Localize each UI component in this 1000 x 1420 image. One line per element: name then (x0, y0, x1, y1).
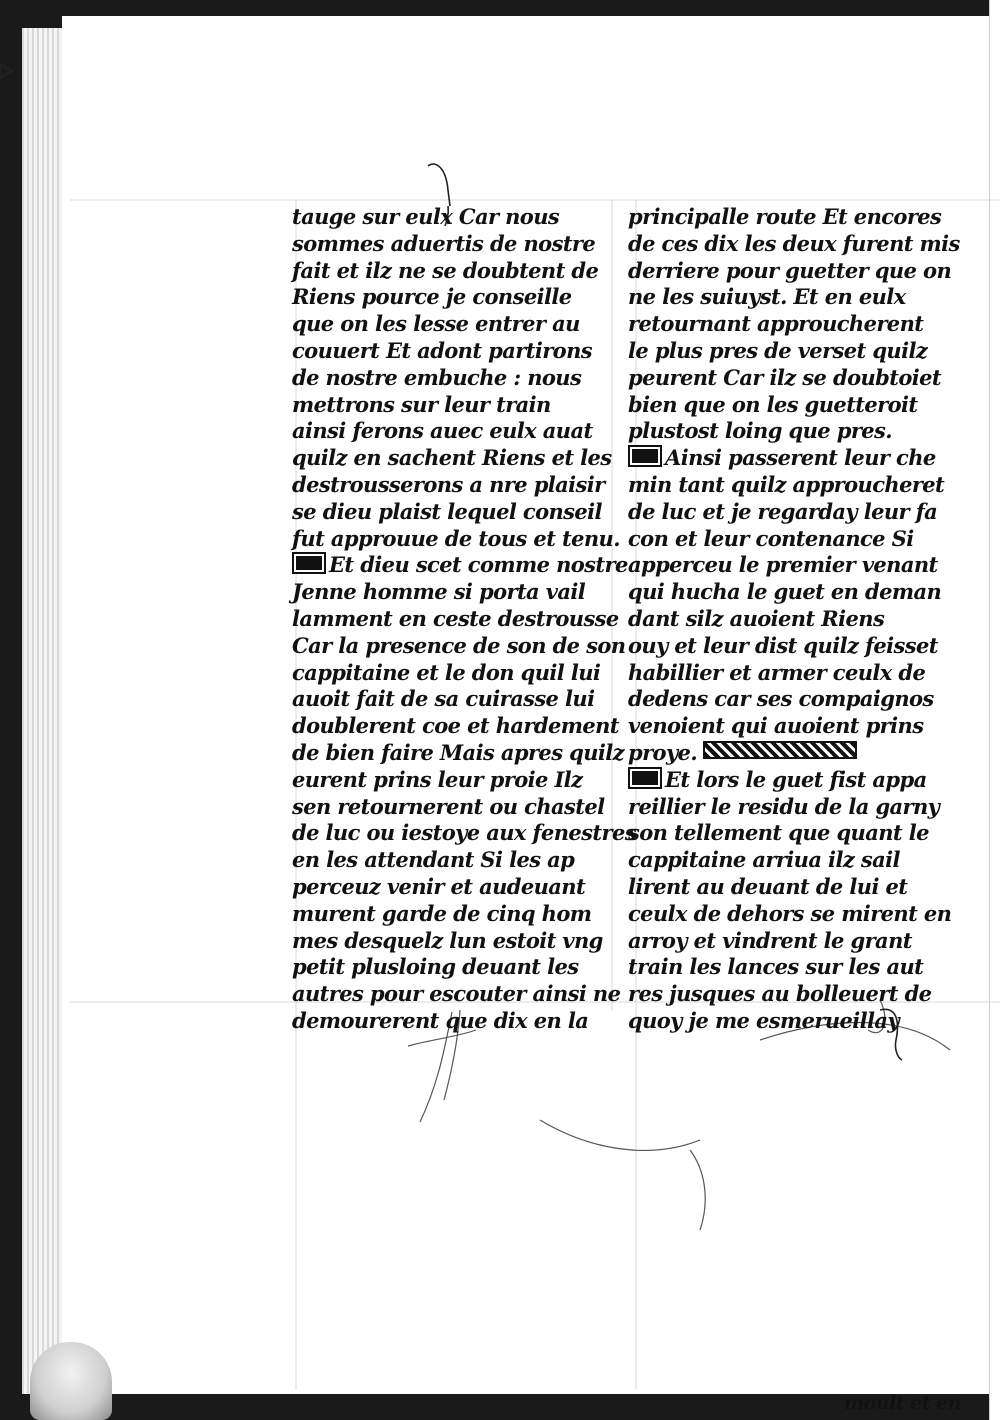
text-line: bien que on les guetteroit (628, 391, 918, 417)
text-line: dant silz auoient Riens (628, 605, 885, 631)
text-line: proye. (628, 739, 698, 765)
text-line: demourerent que dix en la (292, 1007, 589, 1033)
text-line: con et leur contenance Si (628, 525, 914, 551)
text-line: ouy et leur dist quilz feisset (628, 632, 938, 658)
decorated-initial (292, 552, 326, 574)
text-line-with-initial (628, 766, 927, 794)
text-line: Jenne homme si porta vail (292, 579, 586, 605)
text-line: lamment en ceste destrousse (292, 605, 619, 631)
text-line: de bien faire Mais apres quilz (292, 739, 624, 765)
text-line: train les lances sur les aut (628, 954, 924, 980)
text-line: en les attendant Si les ap (292, 847, 575, 873)
left-text-column (292, 204, 636, 1035)
text-line: retournant approucherent (628, 311, 924, 337)
text-line: dedens car ses compaignos (628, 686, 934, 712)
text-line-with-initial (292, 552, 628, 579)
text-line: lirent au deuant de lui et (628, 873, 908, 899)
decorated-initial (628, 767, 662, 789)
text-line: cappitaine et le don quil lui (292, 659, 601, 685)
text-line: eurent prins leur proie Ilz (292, 766, 583, 792)
text-line: que on les lesse entrer au (292, 311, 580, 337)
text-line: Et lors le guet fist appa (665, 766, 927, 792)
right-text-column (628, 204, 960, 1035)
text-line: plustost loing que pres. (628, 418, 892, 444)
text-line: mettrons sur leur train (292, 391, 551, 417)
line-filler-ornament (703, 741, 857, 759)
text-line-with-line-filler (628, 740, 918, 767)
text-line: ceulx de dehors se mirent en (628, 900, 952, 926)
photographer-thumb (30, 1342, 112, 1420)
text-line: peurent Car ilz se doubtoiet (628, 364, 941, 390)
text-line: le plus pres de verset quilz (628, 337, 928, 363)
text-line: doublerent coe et hardement (292, 713, 619, 739)
text-line: Ainsi passerent leur che (665, 445, 936, 471)
text-line: qui hucha le guet en deman (628, 579, 942, 605)
text-line: habillier et armer ceulx de (628, 659, 926, 685)
text-line: reillier le residu de la garny (628, 793, 940, 819)
text-line: tauge sur eulx Car nous (292, 204, 560, 229)
text-line: perceuz venir et audeuant (292, 873, 586, 899)
text-line: petit plusloing deuant les (292, 954, 579, 980)
text-line: arroy et vindrent le grant (628, 927, 912, 953)
text-line: Riens pource je conseille (292, 284, 572, 310)
text-line: quilz en sachent Riens et les (292, 445, 612, 471)
text-line: son tellement que quant le (628, 820, 929, 846)
text-line-with-initial (628, 445, 936, 472)
text-line: ainsi ferons auec eulx auat (292, 418, 593, 444)
text-line: derriere pour guetter que on (628, 257, 952, 283)
text-line: principalle route Et encores (628, 204, 942, 229)
text-line: Et dieu scet comme nostre (329, 552, 628, 578)
text-line: venoient qui auoient prins (628, 713, 924, 739)
text-line: fut approuue de tous et tenu. (292, 525, 620, 551)
text-line: couuert Et adont partirons (292, 337, 592, 363)
text-line: autres pour escouter ainsi ne (292, 981, 621, 1007)
text-line: min tant quilz approucheret (628, 471, 945, 497)
text-line: Car la presence de son de son (292, 632, 626, 658)
text-line: res jusques au bolleuert de (628, 981, 932, 1007)
text-line: de nostre embuche : nous (292, 364, 582, 390)
text-line: murent garde de cinq hom (292, 900, 592, 926)
catchword: moult et en (844, 1392, 962, 1414)
text-line: ne les suiuyst. Et en eulx (628, 284, 906, 310)
text-line: destrousserons a nre plaisir (292, 471, 605, 497)
text-line: apperceu le premier venant (628, 552, 938, 578)
text-line: de ces dix les deux furent mis (628, 230, 960, 256)
text-line: sen retournerent ou chastel (292, 793, 605, 819)
text-line: auoit fait de sa cuirasse lui (292, 686, 595, 712)
text-line: cappitaine arriua ilz sail (628, 847, 900, 873)
text-line: mes desquelz lun estoit vng (292, 927, 603, 953)
text-line: de luc et je regarday leur fa (628, 498, 938, 524)
text-line: de luc ou iestoye aux fenestres (292, 820, 636, 846)
text-line: fait et ilz ne se doubtent de (292, 257, 599, 283)
text-line: quoy je me esmerueillay (628, 1007, 900, 1033)
text-line: sommes aduertis de nostre (292, 230, 596, 256)
decorated-initial (628, 445, 662, 467)
text-line: se dieu plaist lequel conseil (292, 498, 602, 524)
